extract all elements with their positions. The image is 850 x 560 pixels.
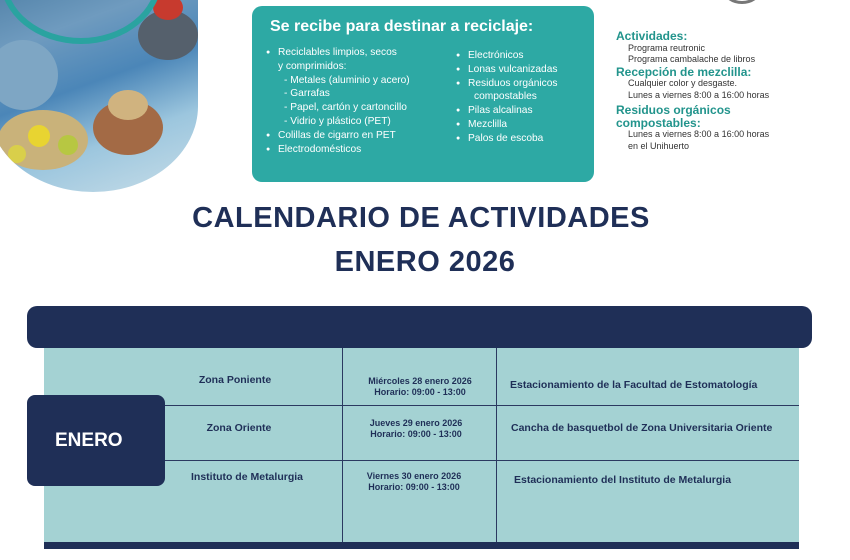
recyclables-list-left [266, 46, 446, 156]
recyclable-item: ● Pilas alcalinas [456, 104, 586, 118]
recyclable-item: ● Electrodomésticos [266, 143, 446, 157]
organic-item: en el Unihuerto [628, 140, 690, 151]
recyclable-item: ● Electrónicos [456, 49, 586, 63]
calendar-title: CALENDARIO DE ACTIVIDADES [192, 202, 650, 234]
mezclilla-heading: Recepción de mezclilla: [616, 64, 752, 79]
row-date [346, 471, 482, 493]
column-divider [342, 348, 343, 542]
activities-info [616, 30, 850, 152]
recyclable-item: compostables [474, 91, 537, 103]
activities-item: Programa cambalache de libros [628, 54, 756, 64]
calendar-header-bar [27, 306, 812, 348]
column-divider [496, 348, 497, 542]
row-time-text: Horario: 09:00 - 13:00 [374, 387, 466, 397]
recyclable-item: - Metales (aluminio y acero) [284, 74, 410, 86]
recyclable-item: ● Residuos orgánicos [456, 77, 586, 91]
row-zone: Instituto de Metalurgia [190, 471, 303, 483]
corner-circle-icon [718, 0, 766, 4]
recyclable-item: ● Lonas vulcanizadas [456, 63, 586, 77]
recycling-info-panel [252, 6, 594, 182]
row-divider [165, 405, 799, 406]
recyclable-item: ● Palos de escoba [456, 132, 586, 146]
mezclilla-item: Lunes a viernes 8:00 a 16:00 horas [628, 89, 770, 100]
mezclilla-item: Cualquier color y desgaste. [628, 78, 738, 88]
row-date-text: Miércoles 28 enero 2026 [368, 376, 472, 386]
recyclable-item: ● Mezclilla [456, 118, 586, 132]
organic-item: Lunes a viernes 8:00 a 16:00 horas [628, 129, 770, 139]
row-date-text: Jueves 29 enero 2026 [369, 418, 463, 428]
row-divider [165, 460, 799, 461]
row-place: Cancha de basquetbol de Zona Universitaria Oriente [511, 422, 773, 434]
row-date [348, 418, 484, 440]
recyclable-item: - Vidrio y plástico (PET) [284, 115, 391, 127]
recyclable-item: y comprimidos: [278, 60, 347, 72]
recycling-photo-collage [0, 0, 198, 192]
activities-heading: Actividades: [616, 29, 688, 43]
recyclables-list-right [456, 49, 586, 146]
recyclable-item: ● Reciclables limpios, secos [266, 46, 446, 60]
month-label: ENERO [27, 395, 165, 486]
calendar-subtitle: ENERO 2026 [334, 246, 516, 278]
recycling-panel-title: Se recibe para destinar a reciclaje: [270, 18, 534, 35]
recyclable-item: - Garrafas [284, 88, 330, 100]
row-place: Estacionamiento del Instituto de Metalurgia [514, 474, 732, 486]
row-time-text: Horario: 09:00 - 13:00 [368, 482, 460, 492]
row-zone: Zona Oriente [206, 422, 272, 434]
row-date-text: Viernes 30 enero 2026 [366, 471, 462, 481]
calendar-footer-bar [44, 542, 799, 549]
recyclable-item: - Papel, cartón y cartoncillo [284, 102, 407, 114]
activities-item: Programa reutronic [628, 42, 706, 53]
organic-heading: Residuos orgánicos [616, 103, 731, 117]
row-zone: Zona Poniente [198, 374, 272, 386]
row-date [352, 376, 488, 398]
row-place: Estacionamiento de la Facultad de Estomatología [510, 379, 758, 391]
organic-heading-cont: compostables: [616, 115, 701, 130]
row-time-text: Horario: 09:00 - 13:00 [370, 429, 462, 439]
consumo-responsable-logo [16, 0, 144, 4]
recyclable-item: ● Colillas de cigarro en PET [266, 129, 446, 143]
